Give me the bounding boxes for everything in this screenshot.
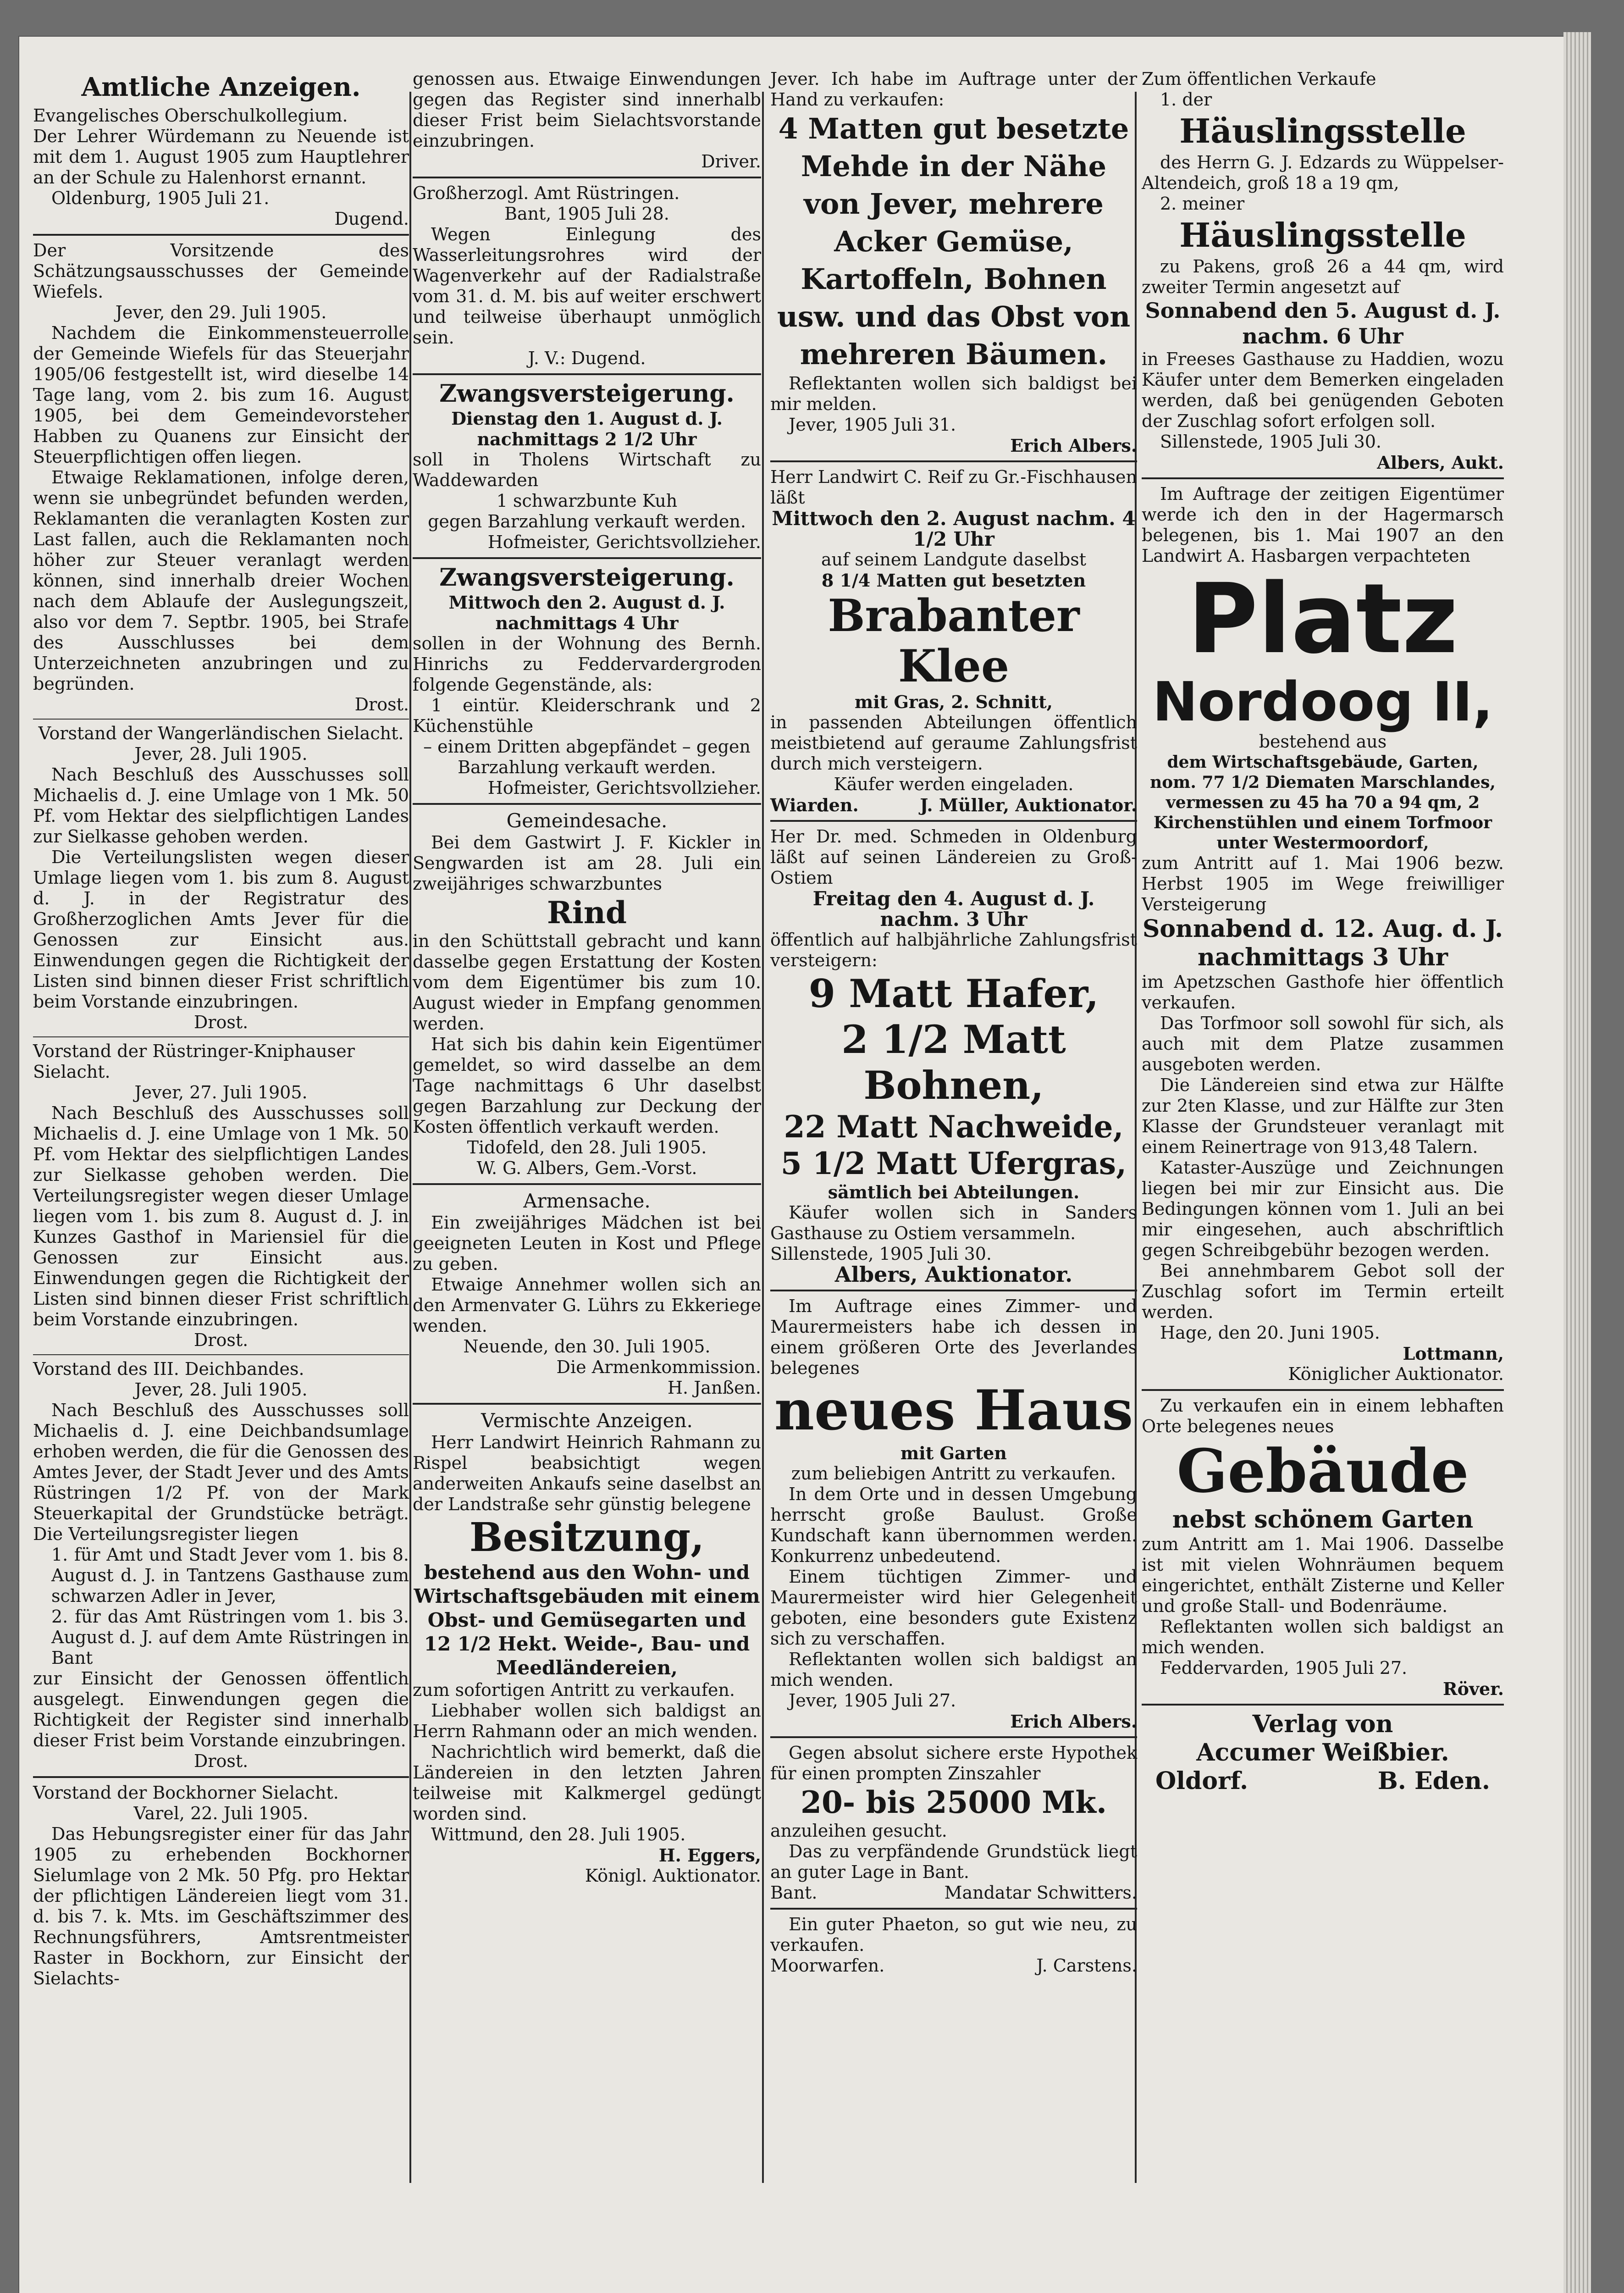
notice-signature: Drost.	[193, 1012, 249, 1032]
notice-signature: H. Eggers,	[658, 1845, 761, 1866]
lot-item: 2 1/2 Matt Bohnen,	[841, 1017, 1066, 1108]
notice-date: Feddervarden, 1905 Juli 27.	[1160, 1658, 1408, 1678]
section-heading: Amtliche Anzeigen.	[81, 72, 361, 102]
notice-headline: Gemeindesache.	[506, 809, 668, 832]
notice-text: Reflektanten wollen sich baldigst an mich wenden.	[770, 1649, 1137, 1690]
notice-text: Zum öffentlichen Verkaufe	[1142, 69, 1376, 89]
notice-text: Im Auftrage der zeitigen Eigentümer werde ich den in der Hagermarsch belegenen, bis 1. Mai 1907 an den Landwirt A. Hasbargen verpachteten	[1142, 484, 1504, 566]
notice	[413, 1409, 761, 1886]
notice-item: 1 eintür. Kleiderschrank und 2 Küchenstühle	[413, 695, 761, 736]
section-heading: Vermischte Anzeigen.	[481, 1409, 693, 1432]
notice-title: Evangelisches Oberschulkollegium.	[33, 105, 348, 126]
notice-datetime: Mittwoch den 2. August d. J. nachmittags 4 Uhr	[448, 592, 725, 633]
column-3	[770, 69, 1137, 1980]
publisher-ad	[1142, 1710, 1504, 1795]
notice-place: Bant.	[770, 1883, 818, 1903]
notice-signature: J. Müller, Auktionator.	[920, 795, 1137, 815]
lot-item: 5 1/2 Matt Ufergras,	[780, 1146, 1127, 1181]
notice	[33, 240, 409, 715]
divider	[770, 1908, 1137, 1910]
divider	[33, 1354, 409, 1355]
notice	[33, 1359, 409, 1772]
notice-signature: W. G. Albers, Gem.-Vorst.	[476, 1158, 697, 1178]
notice-date: Hage, den 20. Juni 1905.	[1160, 1323, 1380, 1343]
notice-text: in Freeses Gasthause zu Haddien, wozu Käufer unter dem Bemerken eingeladen werden, daß bei genügenden Geboten der Zuschlag sofort erfolgen soll.	[1142, 349, 1504, 431]
notice-text: anzuleihen gesucht.	[770, 1821, 947, 1841]
notice-text: mit Garten	[900, 1443, 1007, 1463]
notice-place: Oldorf.	[1155, 1767, 1248, 1795]
notice-date: Jever, 28. Juli 1905.	[134, 744, 308, 764]
divider	[33, 719, 409, 720]
notice	[770, 1296, 1137, 1732]
notice-text: Nach Beschluß des Ausschusses soll Michaelis d. J. eine Umlage von 1 Mk. 50 Pf. vom Hektar des sielpflichtigen Landes zur Sielkasse gehoben werden. Die Verteilungsregister wegen dieser Umlage liegen vom 1. bis zum 8. August d. J. in Kunzes Gasthof in Mariensiel für die Genossen zur Einsicht aus. Einwendungen gegen die Richtigkeit der Listen sind binnen dieser Frist schriftlich beim Vorstande einzubringen.	[33, 1103, 409, 1329]
notice-date: Bant, 1905 Juli 28.	[504, 204, 669, 224]
notice-signature: Mandatar Schwitters.	[944, 1883, 1137, 1903]
notice-description: dem Wirtschaftsgebäude, Garten, nom. 77 1/2 Diematen Marschlandes, vermessen zu 45 ha 70 a 94 qm, 2 Kirchenstühlen und einem Torfmoor unter Westermoordorf,	[1150, 753, 1496, 853]
notice-list-item: 2. für das Amt Rüstringen vom 1. bis 3. August d. J. auf dem Amte Rüstringen in Bant	[51, 1606, 409, 1668]
signature-row	[770, 1955, 1137, 1976]
notice-title: Vorstand der Bockhorner Sielacht.	[33, 1783, 339, 1803]
notice-text: Gegen absolut sichere erste Hypothek für einen prompten Zinszahler	[770, 1743, 1137, 1783]
notice-date: Tidofeld, den 28. Juli 1905.	[467, 1137, 707, 1158]
notice-date: Oldenburg, 1905 Juli 21.	[51, 188, 270, 208]
notice-signature: Drost.	[193, 1751, 249, 1771]
notice-text: Nach Beschluß des Ausschusses soll Michaelis d. J. eine Umlage von 1 Mk. 50 Pf. vom Hektar des sielpflichtigen Landes zur Sielkasse gehoben werden.	[33, 764, 409, 847]
notice-text: – einem Dritten abgepfändet – gegen Barzahlung verkauft werden.	[423, 737, 751, 777]
notice-date: Sillenstede, 1905 Juli 30.	[1160, 432, 1381, 452]
notice-signature: Hofmeister, Gerichtsvollzieher.	[487, 532, 761, 552]
page-edge	[1563, 32, 1591, 2293]
notice-signature: Driver.	[701, 151, 761, 172]
notice-text: Zu verkaufen ein in einem lebhaften Orte belegenes neues	[1142, 1396, 1504, 1436]
notice-text: zu Pakens, groß 26 a 44 qm, wird zweiter Termin angesetzt auf	[1142, 256, 1504, 297]
notice-display-word: Brabanter Klee	[828, 590, 1080, 692]
notice-signature: B. Eden.	[1377, 1767, 1490, 1795]
lot-item: 22 Matt Nachweide,	[784, 1109, 1124, 1145]
notice	[413, 183, 761, 369]
notice-text: Nachrichtlich wird bemerkt, daß die Ländereien in den letzten Jahren teilweise mit Kalkmergel gedüngt worden sind.	[413, 1742, 761, 1824]
notice-display-word: Gebäude	[1177, 1436, 1469, 1506]
notice-display-word: Besitzung,	[469, 1514, 705, 1561]
notice-text: Wegen Einlegung des Wasserleitungsrohres wird der Wagenverkehr auf der Radialstraße vom 31. d. M. bis auf weiter erschwert und teilweise überhaupt unmöglich sein.	[413, 224, 761, 348]
notice-text: genossen aus. Etwaige Einwendungen gegen das Register sind innerhalb dieser Frist beim Sielachtsvorstande einzubringen.	[413, 69, 761, 151]
notice-text: nebst schönem Garten	[1172, 1506, 1474, 1534]
divider	[413, 177, 761, 178]
notice-text: auf seinem Landgute daselbst	[821, 549, 1087, 570]
notice	[33, 1041, 409, 1351]
notice-text: Bei dem Gastwirt J. F. Kickler in Sengwarden ist am 28. Juli ein zweijähriges schwarzbuntes	[413, 832, 761, 894]
notice-text: Hat sich bis dahin kein Eigentümer gemeldet, so wird dasselbe an dem Tage nachmittags 6 Uhr daselbst gegen Barzahlung zur Deckung der Kosten öffentlich verkauft werden.	[413, 1034, 761, 1137]
notice-item: 1 schwarzbunte Kuh	[496, 491, 678, 511]
notice-signature: Röver.	[1443, 1678, 1504, 1699]
column-2	[413, 69, 761, 1890]
notice-datetime: Sonnabend d. 12. Aug. d. J. nachmittags 3 Uhr	[1142, 915, 1503, 971]
notice-text: Ein zweijähriges Mädchen ist bei geeigneten Leuten in Kost und Pflege zu geben.	[413, 1213, 761, 1274]
auction-notice	[1142, 69, 1504, 473]
notice-display-word: Häuslingsstelle	[1179, 111, 1466, 150]
notice-date: Jever, den 29. Juli 1905.	[115, 302, 327, 322]
divider	[413, 803, 761, 805]
notice-signature: J. V.: Dugend.	[528, 348, 646, 368]
auction-notice	[413, 380, 761, 553]
notice-text: Reflektanten wollen sich baldigst bei mir melden.	[770, 373, 1137, 414]
notice	[33, 1783, 409, 1989]
signature-row	[770, 795, 1137, 815]
notice-text: Die Ländereien sind etwa zur Hälfte zur 2ten Klasse, und zur Hälfte zur 3ten Klasse der Grundsteuer veranlagt mit einem Reinertrage von 913,48 Talern.	[1142, 1075, 1504, 1157]
notice-display-word: Häuslingsstelle	[1179, 216, 1466, 255]
auction-notice	[770, 467, 1137, 815]
notice	[413, 69, 761, 172]
notice-text: 8 1/4 Matten gut besetzten	[821, 570, 1086, 591]
publisher-line: Verlag von	[1252, 1710, 1393, 1738]
notice-text: Herr Landwirt C. Reif zu Gr.-Fischhausen läßt	[770, 467, 1137, 508]
notice-title: Großherzogl. Amt Rüstringen.	[413, 183, 680, 203]
notice-display-text: 4 Matten gut besetzte Mehde in der Nähe von Jever, mehrere Acker Gemüse, Kartoffeln, Bohnen usw. und das Obst von mehreren Bäumen.	[777, 112, 1131, 371]
notice-signature: Erich Albers.	[1010, 435, 1137, 456]
divider	[770, 460, 1137, 462]
notice-title: Der Vorsitzende des Schätzungsausschusses der Gemeinde Wiefels.	[33, 240, 409, 302]
notice-text: im Apetzschen Gasthofe hier öffentlich verkaufen.	[1142, 972, 1504, 1013]
notice-text: Kataster-Auszüge und Zeichnungen liegen bei mir zur Einsicht aus. Die Bedingungen können vom 1. Juli an bei mir eingesehen, auch abschriftlich gegen Schreibgebühr bezogen werden.	[1142, 1158, 1504, 1260]
divider	[413, 1183, 761, 1185]
notice-signature: Hofmeister, Gerichtsvollzieher.	[487, 778, 761, 798]
notice-text: mit Gras, 2. Schnitt,	[855, 692, 1053, 712]
notice	[413, 809, 761, 1179]
notice-text: Liebhaber wollen sich baldigst an Herrn Rahmann oder an mich wenden.	[413, 1700, 761, 1741]
notice-text: zum Antritt am 1. Mai 1906. Dasselbe ist mit vielen Wohnräumen bequem eingerichtet, enthält Zisterne und Keller und große Stall- und Bodenräume.	[1142, 1534, 1504, 1616]
notice-text: zum sofortigen Antritt zu verkaufen.	[413, 1680, 735, 1700]
signature-row	[770, 1883, 1137, 1903]
notice-date: Neuende, den 30. Juli 1905.	[463, 1336, 711, 1357]
notice-signature: Drost.	[354, 694, 409, 714]
notice-date: Varel, 22. Juli 1905.	[133, 1803, 309, 1823]
lot-item: 9 Matt Hafer,	[808, 971, 1099, 1016]
notice-text: Etwaige Annehmer wollen sich an den Armenvater G. Lührs zu Ekkeriege wenden.	[413, 1274, 761, 1336]
notice	[1142, 1396, 1504, 1699]
notice	[770, 69, 1137, 456]
notice-place: Wiarden.	[770, 795, 859, 815]
notice-display-word: Rind	[547, 895, 627, 930]
notice-text: sämtlich bei Abteilungen.	[828, 1182, 1080, 1202]
notice-text: soll in Tholens Wirtschaft zu Waddewarden	[413, 449, 761, 490]
notice-text: des Herrn G. J. Edzards zu Wüppelser-Altendeich, groß 18 a 19 qm,	[1142, 152, 1504, 193]
notice-datetime: Sonnabend den 5. August d. J. nachm. 6 Uhr	[1145, 298, 1501, 349]
notice-text: Einem tüchtigen Zimmer- und Maurermeister wird hier Gelegenheit geboten, eine besonders gute Existenz sich zu verschaffen.	[770, 1567, 1137, 1649]
notice-display-word: Nordoog II,	[1152, 670, 1493, 733]
notice-text: Das Hebungsregister einer für das Jahr 1905 zu erhebenden Bockhorner Sielumlage von 2 Mk. 50 Pfg. pro Hektar der pflichtigen Ländereien liegt vom 31. d. bis 7. k. Mts. im Geschäftszimmer des Rechnungsführers, Amtsrentmeister Raster in Bockhorn, zur Einsicht der Sielachts-	[33, 1824, 409, 1988]
notice-datetime: Freitag den 4. August d. J. nachm. 3 Uhr	[812, 887, 1095, 930]
notice-list-item: 1. für Amt und Stadt Jever vom 1. bis 8. August d. J. in Tantzens Gasthause zum schwarzen Adler in Jever,	[51, 1545, 409, 1606]
notice-text: Jever. Ich habe im Auftrage unter der Hand zu verkaufen:	[770, 69, 1137, 110]
notice	[413, 1190, 761, 1398]
notice-text: Käufer wollen sich in Sanders Gasthause zu Ostiem versammeln.	[770, 1202, 1137, 1243]
notice-date: Jever, 27. Juli 1905.	[134, 1082, 308, 1102]
notice-text: Ein guter Phaeton, so gut wie neu, zu verkaufen.	[770, 1914, 1137, 1955]
notice-display-word: Platz	[1187, 563, 1458, 675]
notice	[33, 723, 409, 1033]
notice-signature: J. Carstens.	[1036, 1955, 1137, 1976]
divider	[33, 1036, 409, 1037]
divider	[413, 557, 761, 559]
notice-signature: Die Armenkommission.	[556, 1357, 761, 1377]
notice-text: Der Lehrer Würdemann zu Neuende ist mit dem 1. August 1905 zum Hauptlehrer an der Schule zu Halenhorst ernannt.	[33, 126, 409, 188]
divider	[33, 1776, 409, 1778]
notice-signature: Erich Albers.	[1010, 1711, 1137, 1732]
notice-text: Herr Landwirt Heinrich Rahmann zu Rispel beabsichtigt wegen anderweiten Ankaufs seine daselbst an der Landstraße sehr günstig belegene	[413, 1432, 761, 1514]
notice-title: Vorstand der Rüstringer-Kniphauser Sielacht.	[33, 1041, 355, 1082]
notice-text: Bei annehmbarem Gebot soll der Zuschlag sofort im Termin erteilt werden.	[1142, 1261, 1504, 1322]
notice-text: gegen Barzahlung verkauft werden.	[428, 511, 746, 532]
notice-text: Etwaige Reklamationen, infolge deren, wenn sie unbegründet befunden werden, Reklamanten die veranlagten Kosten zur Last fallen, auch die Reklamanten noch höher zur Steuer veranlagt werden können, sind innerhalb dreier Wochen nach dem Ablaufe der Auslegungszeit, also vor dem 7. Septbr. 1905, bei Strafe des Ausschlusses bei dem Unterzeichneten anzubringen und zu begründen.	[33, 467, 409, 694]
notice-text: bestehend aus	[1259, 731, 1387, 752]
notice-text: in den Schüttstall gebracht und kann dasselbe gegen Erstattung der Kosten vom dem Eigentümer bis zum 10. August wieder in Empfang genommen werden.	[413, 931, 761, 1034]
divider	[413, 373, 761, 375]
notice-text: in passenden Abteilungen öffentlich meistbietend auf geraume Zahlungsfrist durch mich versteigern.	[770, 712, 1137, 774]
column-4	[1142, 69, 1504, 1799]
notice-signature: Albers, Aukt.	[1377, 452, 1504, 473]
divider	[413, 1403, 761, 1405]
notice	[33, 105, 409, 229]
notice-text: Reflektanten wollen sich baldigst an mich wenden.	[1142, 1617, 1504, 1657]
notice-text: Das Torfmoor soll sowohl für sich, als auch mit dem Platze zusammen ausgeboten werden.	[1142, 1013, 1504, 1074]
auction-notice	[770, 826, 1137, 1285]
notice-date: Jever, 1905 Juli 27.	[789, 1690, 956, 1711]
notice-text: 1. der	[1160, 89, 1212, 110]
notice-signature: Albers, Auktionator.	[834, 1262, 1073, 1287]
notice-text: In dem Orte und in dessen Umgebung herrscht große Baulust. Große Kundschaft kann übernommen werden. Konkurrenz unbedeutend.	[770, 1484, 1137, 1566]
notice-display-word: neues Haus	[774, 1378, 1133, 1443]
notice-text: Käufer werden eingeladen.	[834, 774, 1074, 794]
column-rule-2	[762, 92, 764, 2183]
divider	[1142, 1389, 1504, 1391]
divider	[770, 1736, 1137, 1738]
notice-description: bestehend aus den Wohn- und Wirtschaftsgebäuden mit einem Obst- und Gemüsegarten und 12 1/2 Hekt. Weide-, Bau- und Meedländereien,	[414, 1561, 760, 1679]
notice-signature: Lottmann,	[1403, 1343, 1504, 1364]
auction-notice	[1142, 484, 1504, 1385]
notice-text: Die Verteilungslisten wegen dieser Umlage liegen vom 1. bis zum 8. August d. J. in der Registratur des Großherzoglichen Amts Jever für die Genossen zur Einsicht aus. Einwendungen gegen die Richtigkeit der Listen sind binnen dieser Frist schriftlich beim Vorstande einzubringen.	[33, 847, 409, 1012]
publisher-name: Accumer Weißbier.	[1196, 1739, 1449, 1767]
column-rule-1	[409, 92, 411, 2183]
notice-text: öffentlich auf halbjährliche Zahlungsfrist versteigern:	[770, 930, 1137, 970]
notice	[770, 1914, 1137, 1976]
notice-amount: 20- bis 25000 Mk.	[801, 1784, 1107, 1820]
notice-headline: Zwangsversteigerung.	[439, 564, 735, 592]
notice-text: 2. meiner	[1160, 194, 1245, 214]
notice	[770, 1743, 1137, 1903]
divider	[33, 234, 409, 236]
notice-signature: Dugend.	[334, 209, 409, 229]
notice-text: Nachdem die Einkommensteuerrolle der Gemeinde Wiefels für das Steuerjahr 1905/06 festgestellt ist, wird dieselbe 14 Tage lang, vom 2. bis zum 16. August 1905, bei dem Gemeindevorsteher Habben zu Quanens zur Einsicht der Steuerpflichtigen offen liegen.	[33, 323, 409, 467]
notice-text: zum Antritt auf 1. Mai 1906 bezw. Herbst 1905 im Wege freiwilliger Versteigerung	[1142, 853, 1504, 914]
notice-headline: Zwangsversteigerung.	[439, 380, 735, 408]
notice-text: zum beliebigen Antritt zu verkaufen.	[791, 1463, 1116, 1484]
notice-signature: Königl. Auktionator.	[585, 1866, 761, 1886]
divider	[1142, 1704, 1504, 1706]
divider	[770, 1290, 1137, 1291]
notice-text: Das zu verpfändende Grundstück liegt an guter Lage in Bant.	[770, 1841, 1137, 1882]
divider	[1142, 477, 1504, 479]
notice-signature: Drost.	[193, 1330, 249, 1350]
notice-title: Vorstand des III. Deichbandes.	[33, 1359, 304, 1379]
notice-date: Jever, 1905 Juli 31.	[789, 415, 956, 435]
notice-title: Vorstand der Wangerländischen Sielacht.	[38, 723, 404, 743]
notice-text: zur Einsicht der Genossen öffentlich ausgelegt. Einwendungen gegen die Richtigkeit der Register sind innerhalb dieser Frist beim Vorstande einzubringen.	[33, 1668, 409, 1750]
notice-place: Moorwarfen.	[770, 1955, 885, 1976]
divider	[770, 820, 1137, 822]
signature-row	[1142, 1767, 1504, 1795]
notice-text: sollen in der Wohnung des Bernh. Hinrichs zu Feddervardergroden folgende Gegenstände, als:	[413, 633, 761, 695]
notice-datetime: Dienstag den 1. August d. J. nachmittags 2 1/2 Uhr	[451, 408, 723, 449]
notice-signature: Königlicher Auktionator.	[1288, 1364, 1504, 1384]
column-1	[33, 69, 409, 1993]
notice-text: Her Dr. med. Schmeden in Oldenburg läßt auf seinen Ländereien zu Groß-Ostiem	[770, 826, 1137, 888]
notice-headline: Armensache.	[523, 1190, 651, 1212]
notice-signature: H. Janßen.	[667, 1378, 761, 1398]
notice-date: Jever, 28. Juli 1905.	[134, 1379, 308, 1400]
notice-date: Wittmund, den 28. Juli 1905.	[431, 1824, 686, 1844]
notice-text: Im Auftrage eines Zimmer- und Maurermeisters habe ich dessen in einem größeren Orte des Jeverlandes belegenes	[770, 1296, 1137, 1378]
auction-notice	[413, 564, 761, 798]
notice-date: Sillenstede, 1905 Juli 30.	[770, 1244, 992, 1264]
notice-text: Nach Beschluß des Ausschusses soll Michaelis d. J. eine Deichbandsumlage erhoben werden, die für die Genossen des Amtes Jever, der Stadt Jever und des Amts Rüstringen 1/2 Pf. von der Mark Steuerkapital der Grundstücke beträgt. Die Verteilungsregister liegen	[33, 1400, 409, 1544]
notice-datetime: Mittwoch den 2. August nachm. 4 1/2 Uhr	[772, 507, 1136, 550]
